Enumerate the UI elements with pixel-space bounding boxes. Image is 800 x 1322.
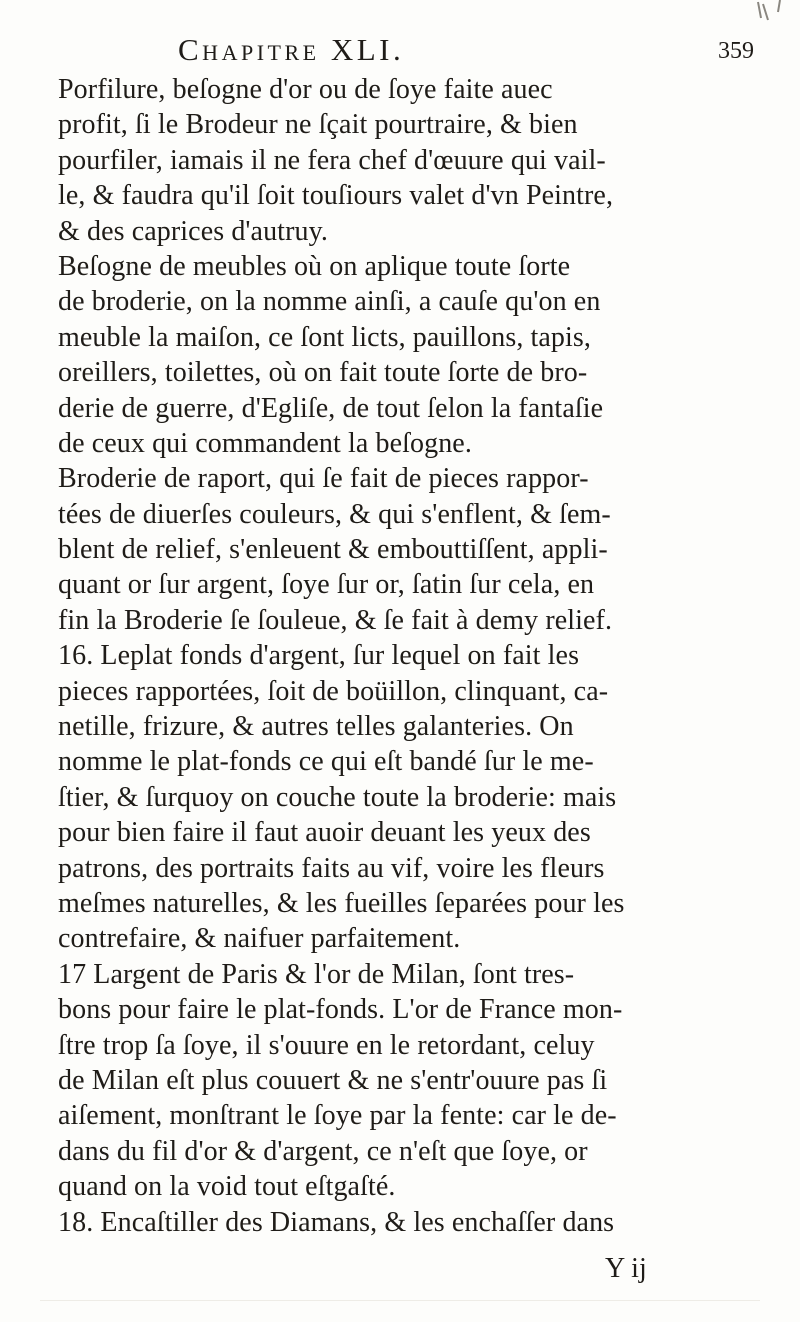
text-line: derie de guerre, d'Egliſe, de tout ſelon la fantaſie: [58, 392, 604, 424]
text-line: Broderie de raport, qui ſe fait de pieces rappor-: [58, 463, 589, 495]
text-line: profit, ſi le Brodeur ne ſçait pourtraire, & bien: [58, 109, 578, 141]
text-line: ſtre trop ſa ſoye, il s'ouure en le retordant, celuy: [58, 1029, 595, 1061]
text-line: pieces rapportées, ſoit de boüillon, clinquant, ca-: [58, 675, 609, 707]
text-line: 16. Leplat fonds d'argent, ſur lequel on fait les: [58, 640, 580, 672]
text-line: meſmes naturelles, & les fueilles ſeparées pour les: [58, 887, 625, 919]
text-line: fin la Broderie ſe ſouleue, & ſe fait à demy relief.: [58, 604, 613, 636]
text-line: Porfilure, beſogne d'or ou de ſoye faite auec: [58, 74, 553, 105]
body-text: [58, 72, 768, 1240]
text-line: tées de diuerſes couleurs, & qui s'enflent, & ſem-: [58, 498, 611, 530]
text-line: patrons, des portraits faits au vif, voire les fleurs: [58, 852, 605, 884]
text-line: dans du fil d'or & d'argent, ce n'eſt que ſoye, or: [58, 1135, 588, 1167]
text-line: de ceux qui commandent la beſogne.: [58, 427, 472, 459]
text-line: ſtier, & ſurquoy on couche toute la broderie: mais: [58, 781, 617, 813]
running-head: [60, 28, 760, 70]
page-edge-mark: [730, 0, 800, 26]
text-line: quant or ſur argent, ſoye ſur or, ſatin ſur cela, en: [58, 569, 595, 601]
page-number: 359: [718, 38, 754, 64]
signature-mark: Y ij: [605, 1253, 647, 1284]
text-line: pourfiler, iamais il ne fera chef d'œuure qui vail-: [58, 144, 606, 176]
text-line: bons pour faire le plat-fonds. L'or de France mon-: [58, 994, 623, 1026]
text-line: le, & faudra qu'il ſoit touſiours valet d'vn Peintre,: [58, 180, 614, 212]
text-line: pour bien faire il faut auoir deuant les yeux des: [58, 817, 591, 849]
text-line: aiſement, monſtrant le ſoye par la fente: car le de-: [58, 1100, 617, 1132]
text-line: netille, frizure, & autres telles galanteries. On: [58, 711, 574, 743]
text-line: Beſogne de meubles où on aplique toute ſorte: [58, 250, 571, 282]
text-line: de Milan eſt plus couuert & ne s'entr'ouure pas ſi: [58, 1064, 608, 1096]
text-line: 17 Largent de Paris & l'or de Milan, ſont tres-: [58, 958, 575, 990]
text-line: & des caprices d'autruy.: [58, 215, 328, 247]
text-line: oreillers, toilettes, où on fait toute ſorte de bro-: [58, 357, 588, 389]
text-line: nomme le plat-fonds ce qui eſt bandé ſur le me-: [58, 746, 594, 778]
text-line: de broderie, on la nomme ainſi, a cauſe qu'on en: [58, 286, 601, 318]
text-line: contrefaire, & naifuer parfaitement.: [58, 923, 461, 955]
text-line: quand on la void tout eſtgaſté.: [58, 1171, 396, 1203]
text-line: blent de relief, s'enleuent & embouttiſſent, appli-: [58, 534, 608, 566]
text-line: 18. Encaſtiller des Diamans, & les enchaſſer dans: [58, 1206, 615, 1238]
text-line: meuble la maiſon, ce ſont licts, pauillons, tapis,: [58, 321, 592, 353]
page-bottom-edge: [40, 1300, 760, 1301]
chapter-title: Chapitre XLI.: [178, 32, 405, 67]
